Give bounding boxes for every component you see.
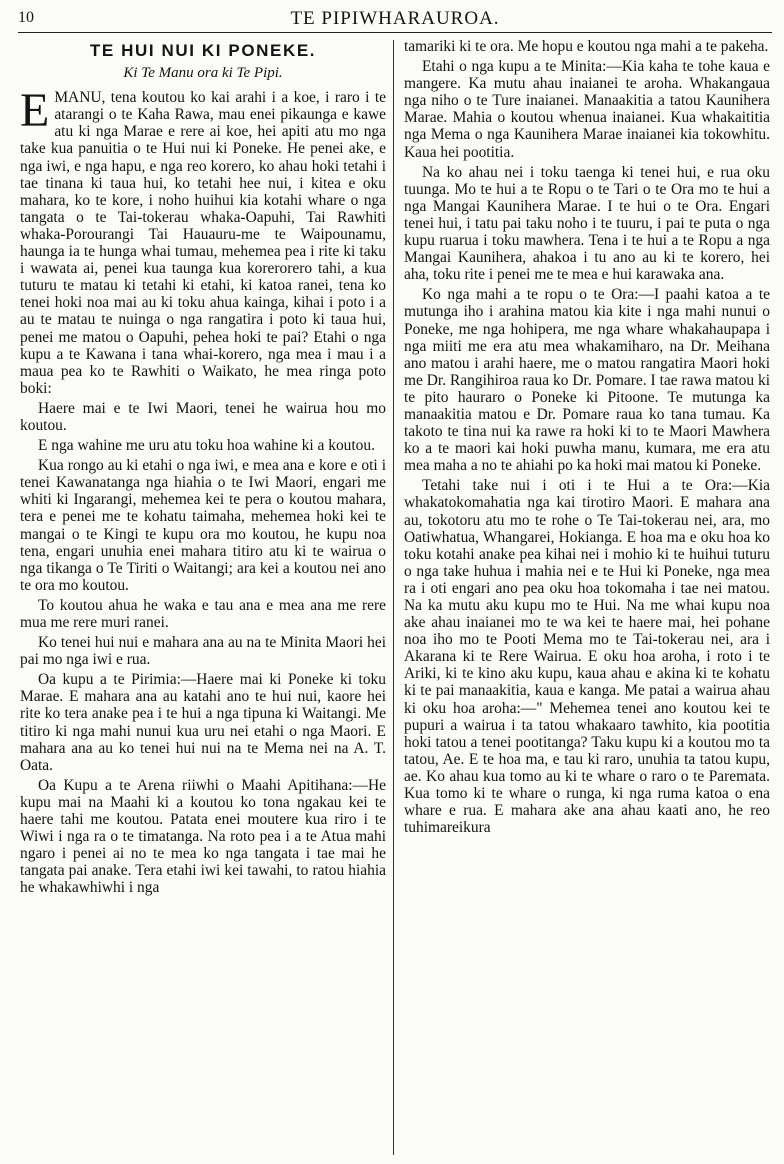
- paragraph: Ko nga mahi a te ropu o te Ora:—I paahi katoa a te mutunga iho i arahina matou kia kite i nga mahi nunui o Poneke, me nga hohipera, me nga whare whakahaupapa i nga miiti me era atu mea whakamiharo, na Dr. Meihana ano matou i arahi haere, me o matou rangatira Maori hoki me Dr. Rangihiroa raua ko Dr. Pomare. I tae rawa matou ki te pito hauraro o Poneke ki Pitoone. Te mutunga ka manaakitia matou e Dr. Pomare raua ko tana tumau. Ka takoto te tina nui ka rawe ra hoki ki to te Maori Mawhera ko a te maori kai hoki puwha manu, kumara, me era atu mea maha a no te ahiahi po ka hoki mai matou ki Poneke.: [404, 286, 770, 475]
- article-byline: Ki Te Manu ora ki Te Pipi.: [123, 65, 283, 82]
- paragraph: Oa Kupu a te Arena riiwhi o Maahi Apitihana:—He kupu mai na Maahi ki a koutou ko tona ngakau kei te haere tahi me koutou. Patata enei moutere kua riro i te Wiwi i nga ra o te timatanga. Na roto pea i a te Atua mahi ngaro i penei ai no te mea ko nga tangata i tae mai he tangata pai anake. Tera etahi iwi kei tawahi, to ratou hiahia he whakawhiwhi i nga: [20, 776, 386, 897]
- page-header: [18, 6, 772, 33]
- paragraph-text: MANU, tena koutou ko kai arahi i a koe, i raro i te atarangi o te Kaha Rawa, mau enei pikaunga e kawe atu ki nga Marae e rere ai koe, hei apiti atu mo nga take kua panuitia o te Hui nui ki Poneke. He penei ake, e nga iwi, e nga hapu, e nga reo korero, ko ahau hoki tetahi i tae tinana ki taua hui, ko tetahi hee nui, i kitea e oku mahara, ko te kore, i noho huihui kia kotahi whare o nga tangata o te Tai-tokerau whaka-Oapuhi, Tai Rawhiti whaka-Porourangi Tai Hauauru-me te Waipounamu, haunga ia te hunga whai tumau, mehemea pea i rite ki taku i wawata ai, penei kua taunga kua korerorero tahi, a kua tuturu te matau ki tetahi ki etahi, ki katoa ranei, tena ko tenei hoki noa mai au ki toku ahua kainga, kihai i poto i a au te matau te nuinga o nga rangatira i poto ki taua hui, penei me matou o Oapuhi, pehea hoki te pai? Etahi o nga kupu a te Kawana i tana whai-korero, nga mea i mau i a maua pea ko te Rawhiti o Waikato, he mea ringa poto boki:: [20, 89, 386, 397]
- paragraph: Ko tenei hui nui e mahara ana au na te Minita Maori hei pai mo nga iwi e rua.: [20, 634, 386, 669]
- paragraph: Na ko ahau nei i toku taenga ki tenei hui, e rua oku tuunga. Mo te hui a te Ropu o te Tari o te Ora mo te hui a nga Mangai Kaunihera Marae. I te hui o te Ora. Engari tenei hui, i tatu pai taku noho i te tuuru, i pai te puta o nga kupu ruarua i toku mawhera. Tena i te hui a te Ropu a nga Mangai Kaunihera, ahakoa i tu ano au ki te korero, hei aha, toku rite i penei me te mea e hui karawaka ana.: [404, 163, 770, 284]
- paragraph: Oa kupu a te Pirimia:—Haere mai ki Poneke ki toku Marae. E mahara ana au katahi ano te hui nui, kaore hei rite ko tera anake pea i te hui a nga tipuna ki Waitangi. Me titiro ki nga mahi nunui kua uru nei etahi o nga Maori. E mahara ana au ko tenei hui nui na te Mema nei na A. T. Oata.: [20, 671, 386, 774]
- page-number: 10: [18, 9, 34, 26]
- paragraph: Tetahi take nui i oti i te Hui a te Ora:—Kia whakatokomahatia nga kai tirotiro Maori. E mahara ana au, tokotoru atu mo te rohe o Te Tai-tokerau nei, ara, mo Oatiwhatua, Whangarei, Hokianga. E hoa ma e oku hoa ko toku kotahi anake pea kihai nei i mohio ki te huihui tuturu o nga take huhua i mahia nei e te Hui ki Poneke, nga mea ra i oti engari ano pea oku hoa tokomaha i tae nei matou. Na ka mutu aku kupu mo te Hui. Na me whai kupu noa ake ahau inaianei mo te wa kei te haere mai, hei pohane noa iho mo te Pooti Mema mo te Tai-tokerau nei, ara i Akarana ki te Rere Wairua. E oku hoa aroha, i roto i te Ariki, ki te kino aku kupu, kaua ahau e akina ki te kohatu ki te pai manaakitia, kaua e kanga. Me patai a wairua ahau ki oku hoa aroha:—" Mehemea tenei ano koutou kei te pupuri a wairua i ta tatou whakaaro tawhito, kia pootitia hoki tatou a tenei pootitanga? Taku kupu ki a koutou mo ta tatou, Ae. E te hoa ma, e tau ki raro, unuhia ta tatou kupu, ae. Ko ahau kua tomo au ki te whare o raro o te Paremata. Kua tomo ki te whare o runga, ki nga ruma katoa o ena whare e rua. E mahara ake ana ahau kaati ano, he reo tuhimareikura: [404, 477, 770, 837]
- paragraph: E nga wahine me uru atu toku hoa wahine ki a koutou.: [38, 437, 375, 455]
- article-title: TE HUI NUI KI PONEKE.: [89, 41, 317, 60]
- paragraph: Kua rongo au ki etahi o nga iwi, e mea ana e kore e oti i tenei Kawanatanga nga hiahia o te Iwi Maori, engari me whiti ki Ingarangi, mehemea kei te pera o koutou mahara, tera e penei me te kohatu taimaha, mehemea hoki kei te mangai o te Kingi te kupu ora mo koutou, he kupu noa tena, engari unuhia enei mahara titiro atu ki te wairua o nga tikanga o Te Tiriti o Waitangi; ara kei a koutou nei ano te ora mo koutou.: [20, 457, 386, 594]
- paragraph: Haere mai e te Iwi Maori, tenei he wairua hou mo koutou.: [20, 399, 386, 434]
- drop-cap: E: [20, 84, 50, 138]
- paragraph: tamariki ki te ora. Me hopu e koutou nga mahi a te pakeha.: [404, 38, 769, 55]
- paragraph: Etahi o nga kupu a te Minita:—Kia kaha te tohe kaua e mangere. Ka mutu ahau inaianei te aroha. Whakangaua nga niho o te Ture inaianei. Manaakitia a tatou Kaunihera Marae. Mahia o koutou whenua inaianei. Kua whakaititia nga Mema o nga Kaunihera Marae inaianei kia tokowhitu. Kaua hei pootitia.: [404, 58, 770, 161]
- left-column: [20, 38, 386, 897]
- publication-title: TE PIPIWHARAUROA.: [290, 8, 500, 29]
- salutation-paragraph: [20, 84, 386, 397]
- paragraph: To koutou ahua he waka e tau ana e mea ana me rere mua me rere muri ranei.: [20, 596, 386, 631]
- right-column: [404, 38, 770, 836]
- column-divider: [393, 40, 394, 1155]
